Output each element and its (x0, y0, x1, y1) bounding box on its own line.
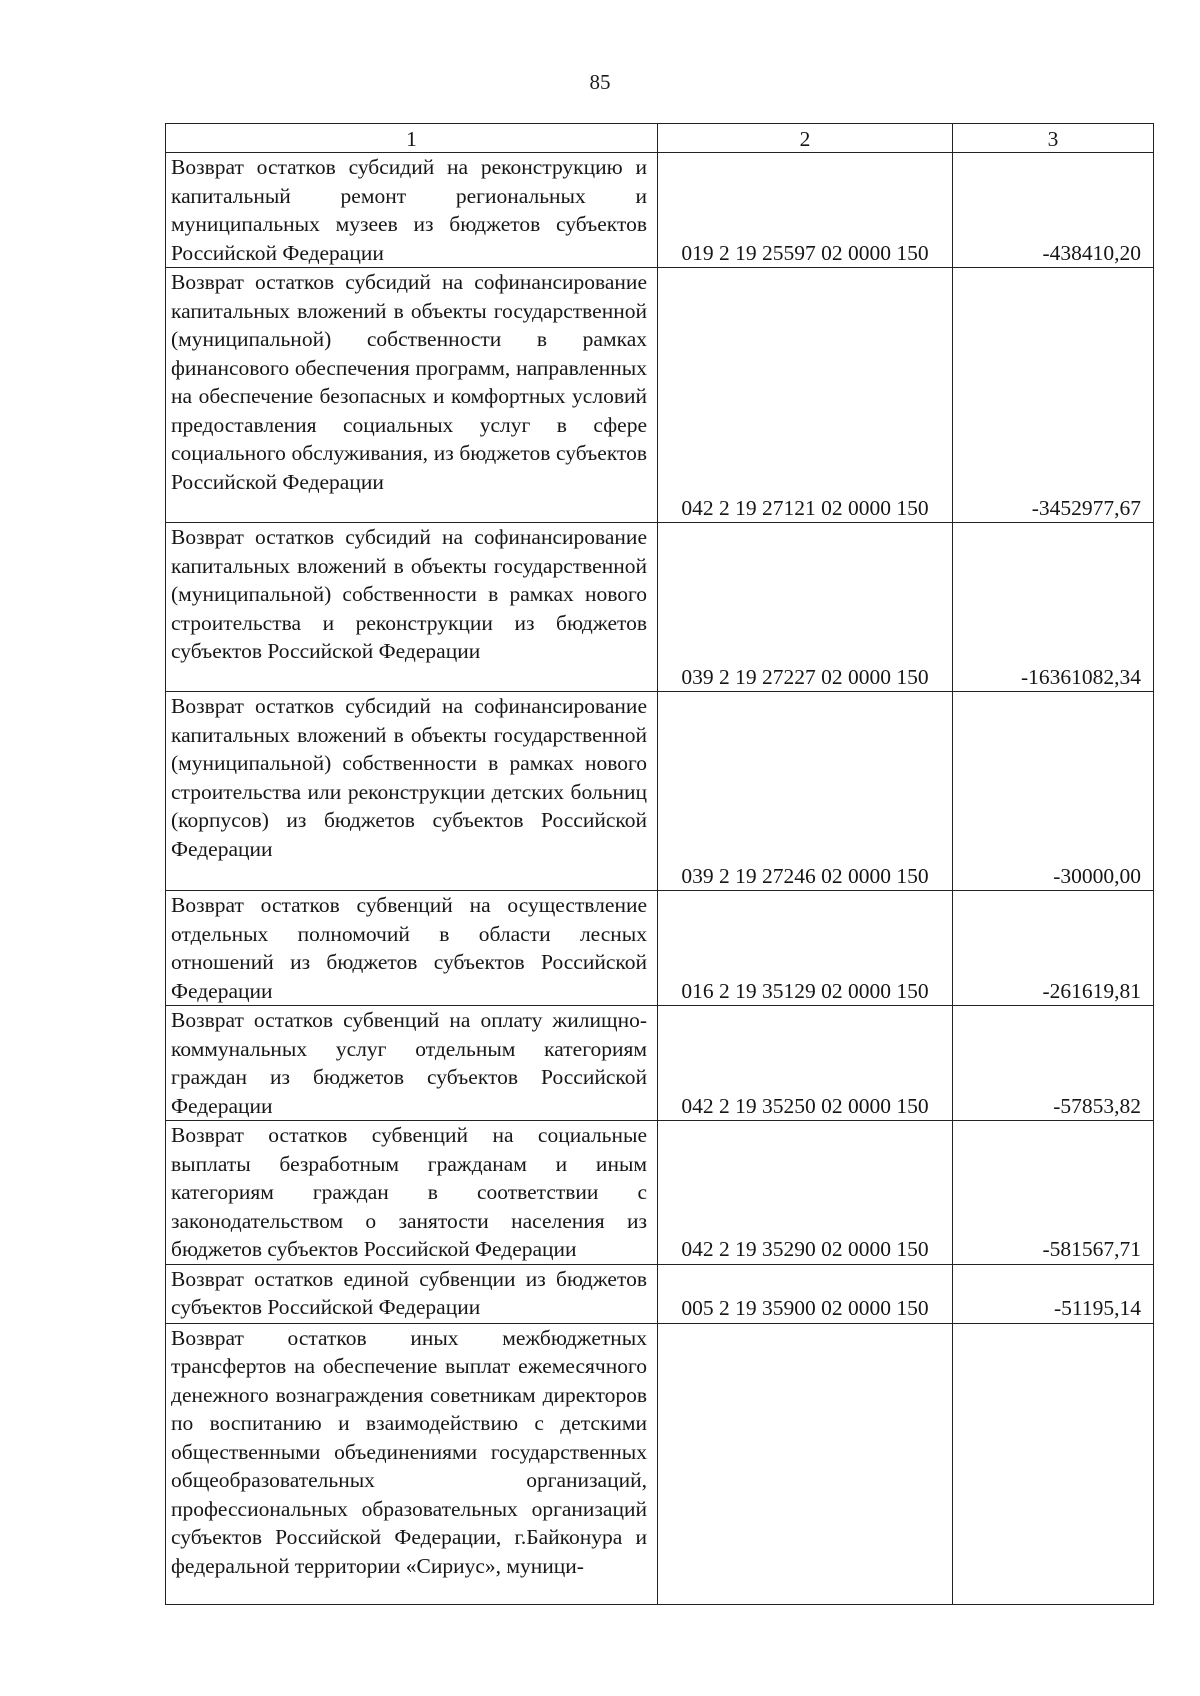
code-cell: 005 2 19 35900 02 0000 150 (658, 1264, 953, 1323)
amount-cell: -3452977,67 (953, 268, 1154, 523)
table-row (166, 523, 1154, 692)
description-cell (166, 891, 658, 1006)
column-header-1: 1 (166, 124, 658, 153)
amount-cell: -261619,81 (953, 891, 1154, 1006)
row-description: Возврат остатков субсидий на софинансирование капитальных вложений в объекты государственной (муниципальной) собственности в рамках финансового обеспечения программ, направленных на обеспечение безопасных и комфортных условий предоставления социальных услуг в сфере социального обслуживания, из бюджетов субъектов Российской Федерации (171, 270, 647, 494)
amount-cell (953, 1323, 1154, 1604)
code-cell: 042 2 19 27121 02 0000 150 (658, 268, 953, 523)
amount-cell: -438410,20 (953, 153, 1154, 268)
row-description: Возврат остатков субвенций на осуществление отдельных полномочий в области лесных отношений из бюджетов субъектов Российской Федерации (171, 893, 647, 1003)
page-number: 85 (589, 70, 611, 94)
description-cell (166, 153, 658, 268)
column-header-3: 3 (953, 124, 1154, 153)
row-description: Возврат остатков субсидий на реконструкцию и капитальный ремонт региональных и муниципальных музеев из бюджетов субъектов Российской Федерации (171, 155, 647, 265)
description-cell (166, 1323, 658, 1604)
description-cell (166, 692, 658, 891)
column-header-2: 2 (658, 124, 953, 153)
budget-table (165, 123, 1154, 1605)
amount-cell: -30000,00 (953, 692, 1154, 891)
amount-cell: -51195,14 (953, 1264, 1154, 1323)
description-cell (166, 523, 658, 692)
description-cell (166, 268, 658, 523)
table-row (166, 1006, 1154, 1121)
table-row (166, 1323, 1154, 1604)
row-description: Возврат остатков субвенций на социальные выплаты безработным гражданам и иным категориям граждан в соответствии с законодательством о занятости населения из бюджетов субъектов Российской Федерации (171, 1123, 647, 1261)
description-cell (166, 1121, 658, 1265)
row-description: Возврат остатков единой субвенции из бюджетов субъектов Российской Федерации (171, 1266, 647, 1319)
table-row (166, 692, 1154, 891)
code-cell: 016 2 19 35129 02 0000 150 (658, 891, 953, 1006)
code-cell: 039 2 19 27227 02 0000 150 (658, 523, 953, 692)
row-description: Возврат остатков субсидий на софинансирование капитальных вложений в объекты государственной (муниципальной) собственности в рамках нового строительства и реконструкции из бюджетов субъектов Российской Федерации (171, 525, 647, 663)
description-cell (166, 1264, 658, 1323)
code-cell: 042 2 19 35290 02 0000 150 (658, 1121, 953, 1265)
amount-cell: -16361082,34 (953, 523, 1154, 692)
table-row (166, 1264, 1154, 1323)
code-cell (658, 1323, 953, 1604)
code-cell: 039 2 19 27246 02 0000 150 (658, 692, 953, 891)
amount-cell: -581567,71 (953, 1121, 1154, 1265)
row-description: Возврат остатков субвенций на оплату жилищно-коммунальных услуг отдельным категориям граждан из бюджетов субъектов Российской Федерации (171, 1008, 647, 1118)
table-row (166, 891, 1154, 1006)
header-row (166, 124, 1154, 153)
table-row (166, 1121, 1154, 1265)
row-description: Возврат остатков субсидий на софинансирование капитальных вложений в объекты государственной (муниципальной) собственности в рамках нового строительства или реконструкции детских больниц (корпусов) из бюджетов субъектов Российской Федерации (171, 694, 647, 861)
code-cell: 042 2 19 35250 02 0000 150 (658, 1006, 953, 1121)
table-row (166, 153, 1154, 268)
amount-cell: -57853,82 (953, 1006, 1154, 1121)
description-cell (166, 1006, 658, 1121)
code-cell: 019 2 19 25597 02 0000 150 (658, 153, 953, 268)
table-row (166, 268, 1154, 523)
row-description: Возврат остатков иных межбюджетных трансфертов на обеспечение выплат ежемесячного денежного вознаграждения советникам директоров по воспитанию и взаимодействию с детскими общественными объединениями государственных общеобразовательных организаций, профессиональных образовательных организаций субъектов Российской Федерации, г.Байконура и федеральной территории «Сириус», муници- (171, 1325, 647, 1578)
